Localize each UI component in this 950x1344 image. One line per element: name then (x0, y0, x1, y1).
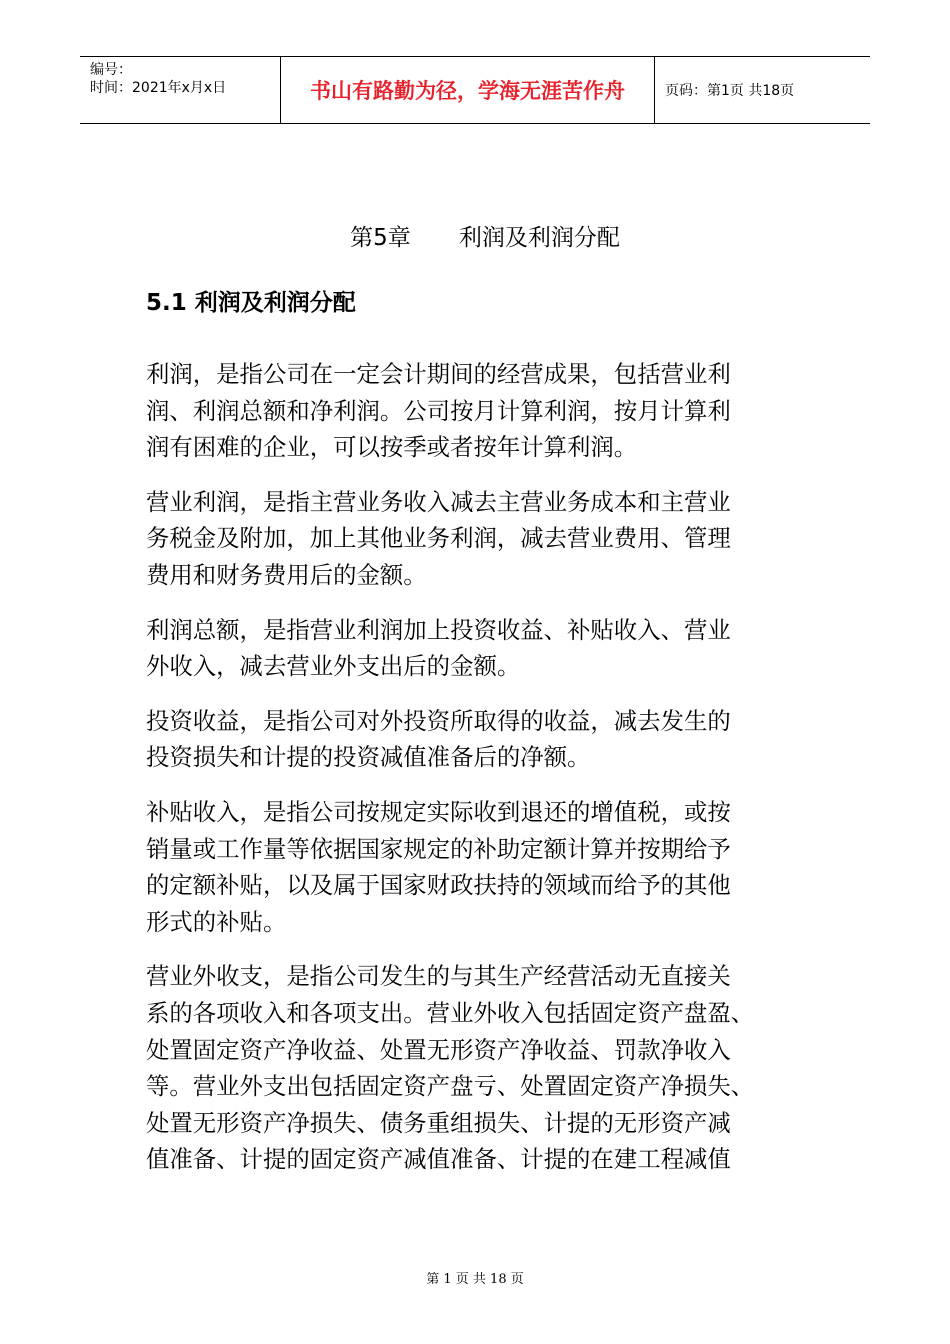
paragraph-total-profit: 利润总额，是指营业利润加上投资收益、补贴收入、营业 外收入，减去营业外支出后的金额。 (146, 615, 731, 681)
header-time-label: 时间：2021年x月x日 (90, 80, 227, 96)
chapter-number: 第5章 (350, 225, 411, 251)
paragraph-subsidy-income: 补贴收入，是指公司按规定实际收到退还的增值税，或按 销量或工作量等依据国家规定的补助定额计算并按期给予 的定额补贴，以及属于国家财政扶持的领域而给予的其他 形式的补贴。 (146, 797, 731, 936)
header-number-label: 编号： (90, 62, 132, 78)
section-title: 5.1 利润及利润分配 (146, 290, 356, 316)
page-footer: 第 1 页 共 18 页 (426, 1272, 524, 1287)
chapter-name: 利润及利润分配 (458, 225, 620, 251)
chapter-title (0, 222, 950, 254)
body-text (146, 356, 806, 1196)
page-header (80, 56, 870, 124)
header-motto: 书山有路勤为径，学海无涯苦作舟 (281, 57, 655, 123)
paragraph-non-operating: 营业外收支，是指公司发生的与其生产经营活动无直接关 系的各项收入和各项支出。营业外收入包括固定资产盘盈、 处置固定资产净收益、处置无形资产净收益、罚款净收入 等。营业外支出包括固定资产盘亏、处置固定资产净损失、 处置无形资产净损失、债务重组损失、计提的无形资产减 值准备、计提的固定资产减值准备、计提的在建工程减值 (146, 962, 755, 1174)
header-meta (80, 57, 281, 123)
header-page-info: 页码：第1页 共18页 (665, 83, 795, 99)
paragraph-profit: 利润，是指公司在一定会计期间的经营成果，包括营业利 润、利润总额和净利润。公司按月计算利润，按月计算利 润有困难的企业，可以按季或者按年计算利润。 (146, 360, 731, 462)
paragraph-operating-profit: 营业利润，是指主营业务收入减去主营业务成本和主营业 务税金及附加，加上其他业务利润，减去营业费用、管理 费用和财务费用后的金额。 (146, 487, 731, 589)
paragraph-investment-income: 投资收益，是指公司对外投资所取得的收益，减去发生的 投资损失和计提的投资减值准备后的净额。 (146, 706, 731, 772)
